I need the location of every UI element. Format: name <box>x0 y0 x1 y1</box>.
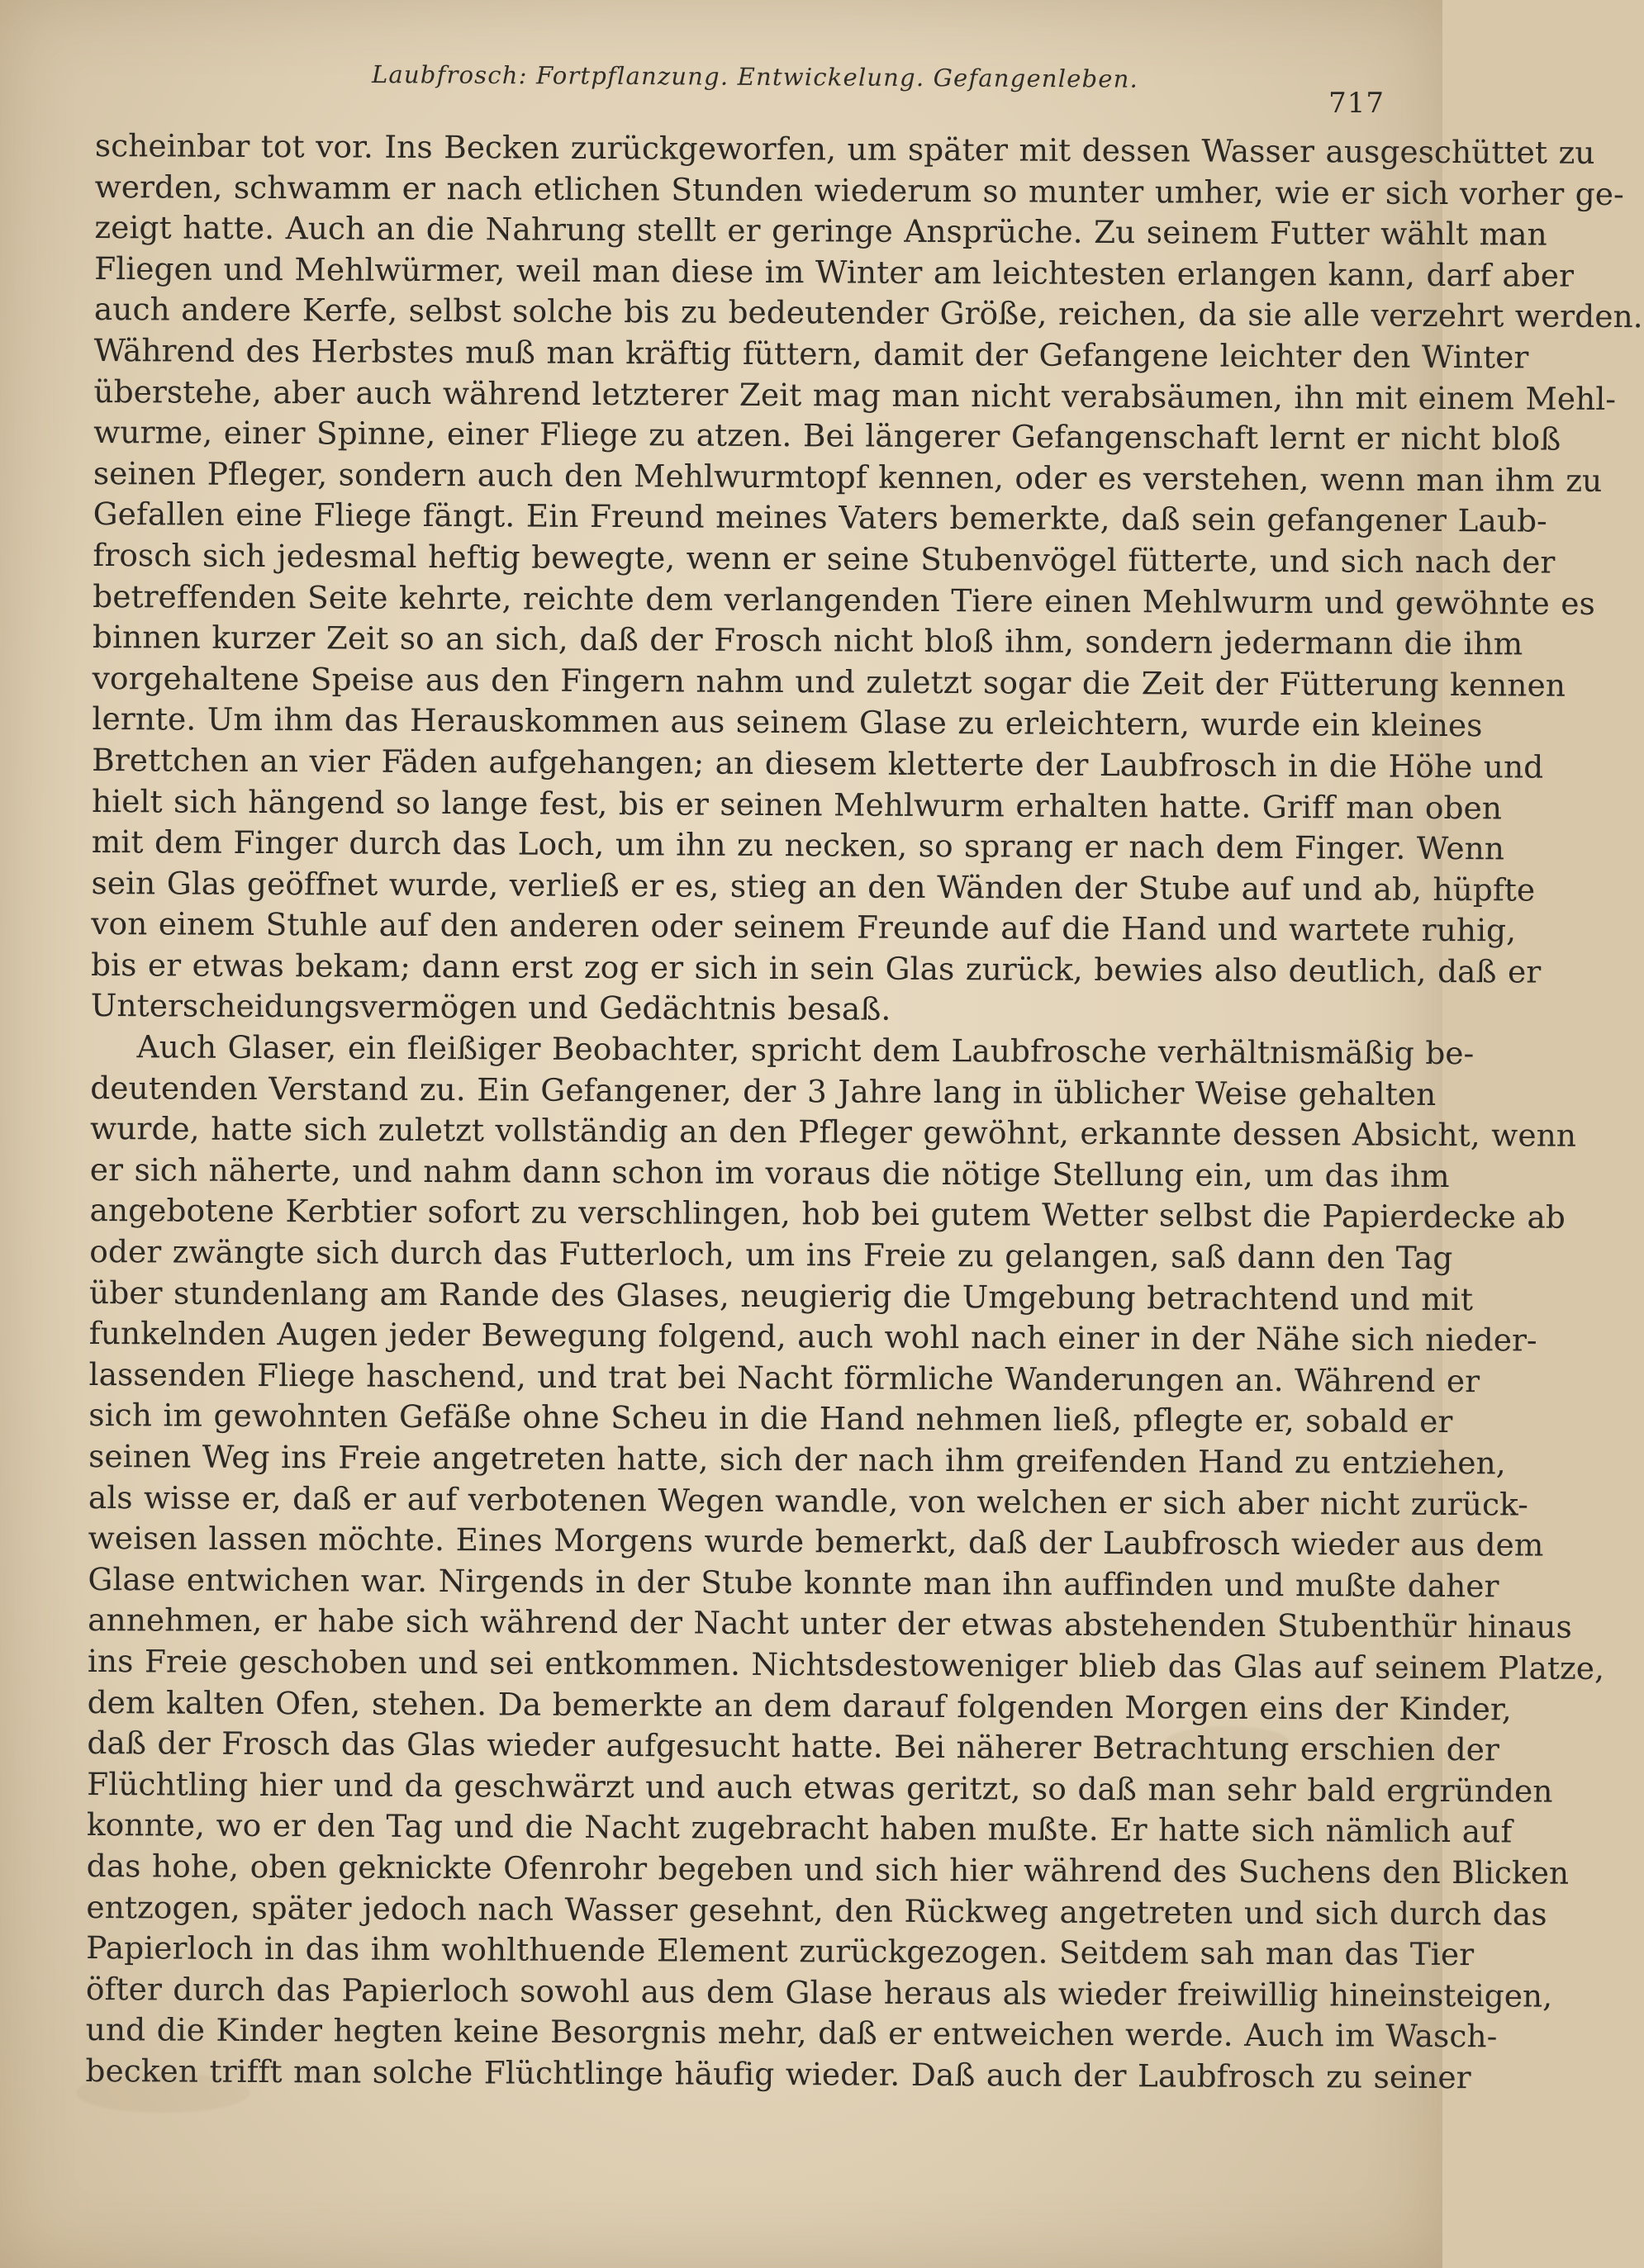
text-line: wurde, hatte sich zuletzt vollständig an den Pfleger gewöhnt, erkannte dessen Absicht, wenn <box>89 1110 1577 1155</box>
text-line: sich im gewohnten Gefäße ohne Scheu in die Hand nehmen ließ, pflegte er, sobald er <box>88 1397 1453 1440</box>
text-line: überstehe, aber auch während letzterer Zeit mag man nicht verabsäumen, ihn mit einem Mehl- <box>93 372 1617 417</box>
text-line: von einem Stuhle auf den anderen oder seinem Freunde auf die Hand und wartete ruhig, <box>91 905 1517 949</box>
text-line: auch andere Kerfe, selbst solche bis zu bedeutender Größe, reichen, da sie alle verzehrt werden. <box>93 291 1643 335</box>
text-line: angebotene Kerbtier sofort zu verschlingen, hob bei gutem Wetter selbst die Papierdecke ab <box>89 1192 1566 1236</box>
text-line: lernte. Um ihm das Herauskommen aus seinem Glase zu erleichtern, wurde ein kleines <box>92 700 1483 744</box>
text-line: funkelnden Augen jeder Bewegung folgend, auch wohl nach einer in der Nähe sich nieder- <box>88 1315 1537 1359</box>
text-line: betreffenden Seite kehrte, reichte dem verlangenden Tiere einen Mehlwurm und gewöhnte es <box>93 577 1595 622</box>
text-line: mit dem Finger durch das Loch, um ihn zu necken, so sprang er nach dem Finger. Wenn <box>91 823 1505 867</box>
text-line: frosch sich jedesmal heftig bewegte, wenn er seine Stubenvögel fütterte, und sich nach der <box>93 536 1556 581</box>
running-head: Laubfrosch: Fortpflanzung. Entwickelung. Gefangenleben. <box>371 60 1139 93</box>
text-line: ins Freie geschoben und sei entkommen. Nichtsdestoweniger blieb das Glas auf seinem Platze, <box>87 1642 1605 1687</box>
text-line: seinen Weg ins Freie angetreten hatte, sich der nach ihm greifenden Hand zu entziehen, <box>88 1437 1506 1482</box>
text-line: dem kalten Ofen, stehen. Da bemerkte an dem darauf folgenden Morgen eins der Kinder, <box>87 1683 1512 1727</box>
text-line: wurme, einer Spinne, einer Fliege zu atzen. Bei längerer Gefangenschaft lernt er nicht bloß <box>93 414 1561 458</box>
text-line <box>85 2091 1353 2138</box>
text-line: das hohe, oben geknickte Ofenrohr begeben und sich hier während des Suchens den Blicken <box>86 1847 1570 1891</box>
text-line: vorgehaltene Speise aus den Fingern nahm und zuletzt sogar die Zeit der Fütterung kennen <box>92 659 1566 704</box>
text-line: bis er etwas bekam; dann erst zog er sich in sein Glas zurück, bewies also deutlich, daß er <box>90 946 1542 990</box>
text-line: weisen lassen möchte. Eines Morgens wurde bemerkt, daß der Laubfrosch wieder aus dem <box>88 1520 1544 1563</box>
text-line: annehmen, er habe sich während der Nacht unter der etwas abstehenden Stubenthür hinaus <box>88 1601 1572 1646</box>
text-line: deutenden Verstand zu. Ein Gefangener, der 3 Jahre lang in üblicher Weise gehalten <box>90 1069 1437 1113</box>
text-line: seinen Pfleger, sondern auch den Mehlwurmtopf kennen, oder es verstehen, wenn man ihm zu <box>93 454 1603 499</box>
text-line: daß der Frosch das Glas wieder aufgesucht hatte. Bei näherer Betrachtung erschien der <box>87 1725 1500 1768</box>
text-line: öfter durch das Papierloch sowohl aus dem Glase heraus als wieder freiwillig hineinsteigen, <box>85 1970 1553 2014</box>
text-line: Flüchtling hier und da geschwärzt und auch etwas geritzt, so daß man sehr bald ergründen <box>87 1765 1553 1810</box>
page-number: 717 <box>1328 87 1385 120</box>
text-line: sein Glas geöffnet wurde, verließ er es, stieg an den Wänden der Stube auf und ab, hüpfte <box>91 864 1536 909</box>
text-line: konnte, wo er den Tag und die Nacht zugebracht haben mußte. Er hatte sich nämlich auf <box>86 1806 1513 1850</box>
text-line: werden, schwamm er nach etlichen Stunden wiederum so munter umher, wie er sich vorher ge- <box>94 168 1624 212</box>
text-line: Papierloch in das ihm wohlthuende Element zurückgezogen. Seitdem sah man das Tier <box>86 1929 1475 1973</box>
text-line: binnen kurzer Zeit so an sich, daß der Frosch nicht bloß ihm, sondern jedermann die ihm <box>92 619 1523 662</box>
text-line: als wisse er, daß er auf verbotenen Wegen wandle, von welchen er sich aber nicht zurück- <box>88 1478 1529 1523</box>
text-line: über stundenlang am Rande des Glases, neugierig die Umgebung betrachtend und mit <box>88 1274 1474 1317</box>
text-line: scheinbar tot vor. Ins Becken zurückgeworfen, um später mit dessen Wasser ausgeschüttet zu <box>94 126 1595 171</box>
body-text <box>85 126 1643 2171</box>
text-line: oder zwängte sich durch das Futterloch, um ins Freie zu gelangen, saß dann den Tag <box>89 1233 1453 1277</box>
text-line: hielt sich hängend so lange fest, bis er seinen Mehlwurm erhalten hatte. Griff man oben <box>91 782 1503 826</box>
text-line: Fliegen und Mehlwürmer, weil man diese im Winter am leichtesten erlangen kann, darf aber <box>94 249 1575 294</box>
text-line: Unterscheidungsvermögen und Gedächtnis besaß. <box>90 987 891 1028</box>
text-line: becken trifft man solche Flüchtlinge häufig wieder. Daß auch der Laubfrosch zu seiner <box>85 2052 1471 2096</box>
text-line: entzogen, später jedoch nach Wasser gesehnt, den Rückweg angetreten und sich durch das <box>86 1888 1547 1933</box>
text-line: Auch Glaser, ein fleißiger Beobachter, spricht dem Laubfrosche verhältnismäßig be- <box>136 1028 1475 1072</box>
text-line: er sich näherte, und nahm dann schon im voraus die nötige Stellung ein, um das ihm <box>89 1151 1450 1194</box>
text-line: Während des Herbstes muß man kräftig füttern, damit der Gefangene leichter den Winter <box>93 331 1529 376</box>
text-line: und die Kinder hegten keine Besorgnis mehr, daß er entweichen werde. Auch im Wasch- <box>85 2011 1498 2055</box>
text-line: lassenden Fliege haschend, und trat bei Nacht förmliche Wanderungen an. Während er <box>88 1355 1480 1400</box>
text-line: zeigt hatte. Auch an die Nahrung stellt er geringe Ansprüche. Zu seinem Futter wählt man <box>94 209 1547 253</box>
text-line: Glase entwichen war. Nirgends in der Stube konnte man ihn auffinden und mußte daher <box>88 1560 1499 1605</box>
text-line: Brettchen an vier Fäden aufgehangen; an diesem kletterte der Laubfrosch in die Höhe und <box>92 741 1544 785</box>
text-line: Gefallen eine Fliege fängt. Ein Freund meines Vaters bemerkte, daß sein gefangener Laub- <box>93 496 1547 539</box>
